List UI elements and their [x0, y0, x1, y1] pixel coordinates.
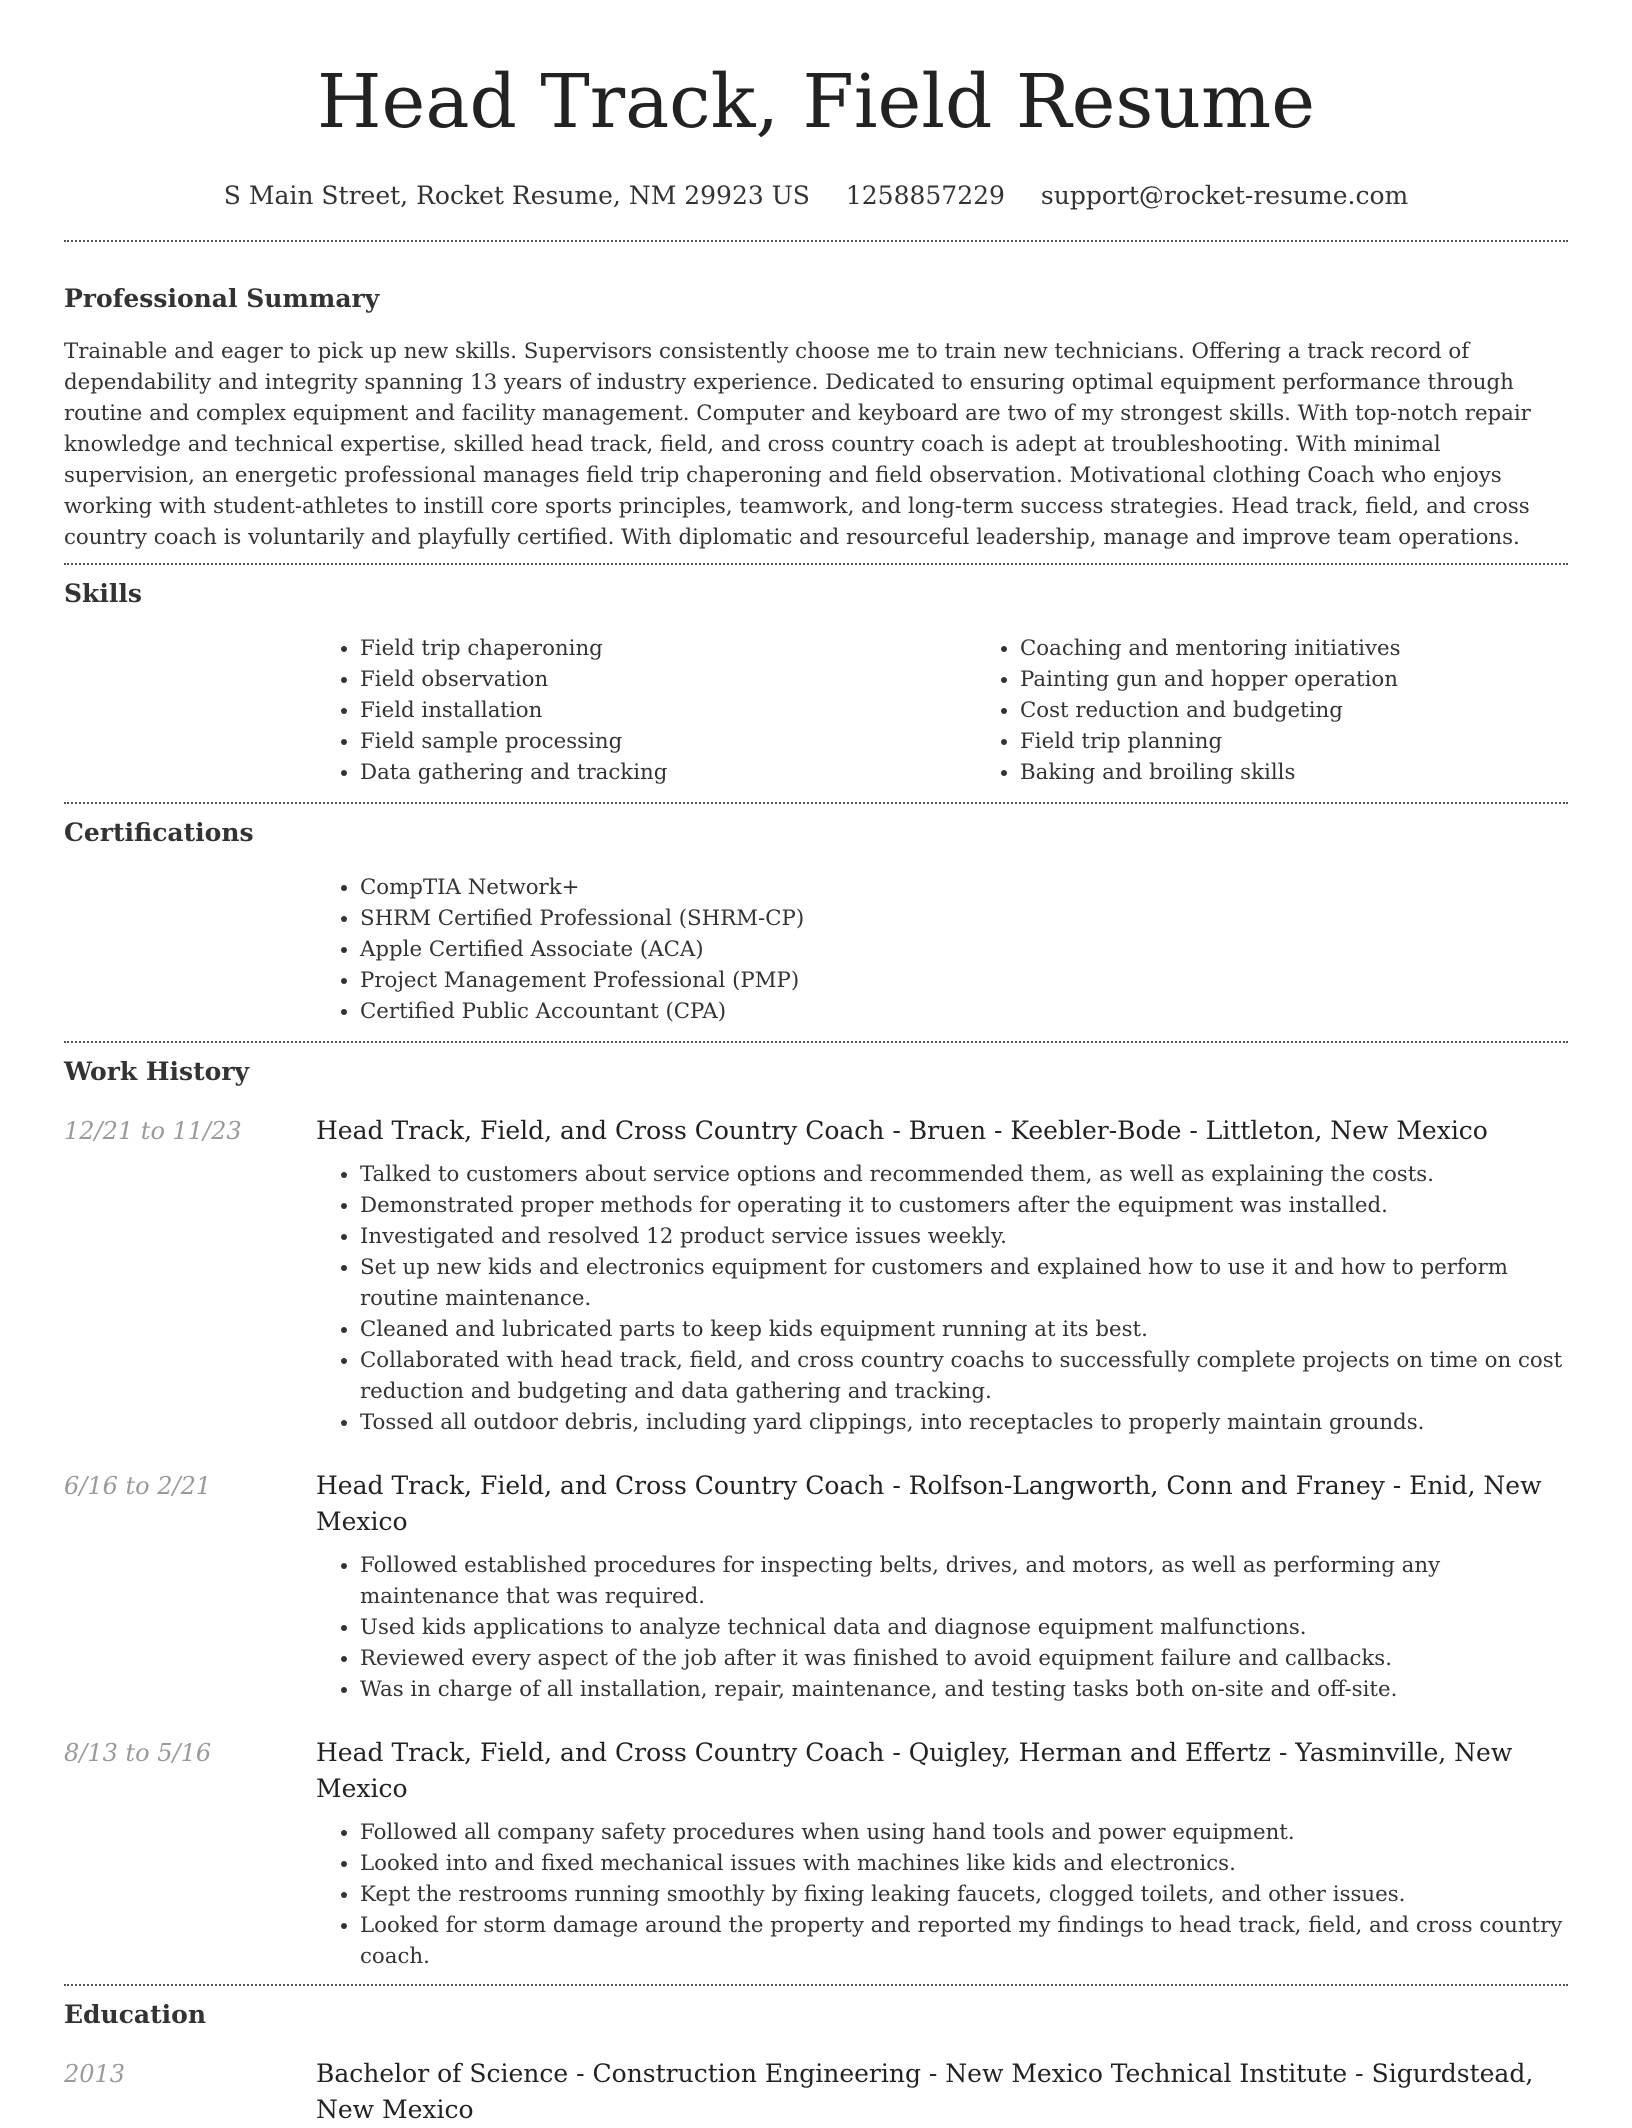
- job-bullets: [316, 1817, 1568, 1984]
- job-entry: [64, 1466, 1568, 1733]
- summary-text: Trainable and eager to pick up new skills. Supervisors consistently choose me to train new technicians. Offering a track record of dependability and integrity spanning 13 years of industry experience. Dedicated to ensuring optimal equipment performance through routine and complex equipment and facility management. Computer and keyboard are two of my strongest skills. With top-notch repair knowledge and technical expertise, skilled head track, field, and cross country coach is adept at troubleshooting. With minimal supervision, an energetic professional manages field trip chaperoning and field observation. Motivational clothing Coach who enjoys working with student-athletes to instill core sports principles, teamwork, and long-term success strategies. Head track, field, and cross country coach is voluntarily and playfully certified. With diplomatic and resourceful leadership, manage and improve team operations.: [64, 339, 1531, 550]
- education-heading-text: Bachelor of Science - Construction Engineering - New Mexico Technical Institute - Sigurdstead, New Mexico: [316, 2059, 1534, 2124]
- skills-section: [64, 565, 1568, 802]
- job-bullet: • Followed all company safety procedures when using hand tools and power equipment.: [360, 1817, 1568, 1848]
- certifications-section: [64, 804, 1568, 1041]
- work-history-heading: Work History: [64, 1057, 250, 1086]
- job-header: [64, 1466, 1568, 1540]
- skill-item: • Cost reduction and budgeting: [1020, 695, 1632, 726]
- job-heading: Head Track, Field, and Cross Country Coach - Quigley, Herman and Effertz - Yasminville, New Mexico: [316, 1738, 1513, 1803]
- job-bullet: • Kept the restrooms running smoothly by fixing leaking faucets, clogged toilets, and other issues.: [360, 1879, 1568, 1910]
- job-dates: 6/16 to 2/21: [64, 1472, 212, 1500]
- job-bullets: [316, 1159, 1568, 1466]
- skill-item: • Baking and broiling skills: [1020, 757, 1632, 788]
- education-year: 2013: [64, 2060, 126, 2088]
- job-bullet: • Used kids applications to analyze technical data and diagnose equipment malfunctions.: [360, 1612, 1568, 1643]
- skill-item: • Field sample processing: [360, 726, 976, 757]
- job-bullet: • Tossed all outdoor debris, including yard clippings, into receptacles to properly maintain grounds.: [360, 1407, 1568, 1438]
- job-bullets: [316, 1550, 1568, 1733]
- job-bullet-list: [316, 1550, 1568, 1705]
- summary-section: [64, 242, 1568, 563]
- contact-line: [64, 178, 1568, 214]
- job-bullet-list: [316, 1159, 1568, 1438]
- education-section: [64, 1986, 1568, 2128]
- summary-heading: Professional Summary: [64, 284, 380, 313]
- job-bullet: • Cleaned and lubricated parts to keep kids equipment running at its best.: [360, 1314, 1568, 1345]
- job-bullet: • Looked into and fixed mechanical issues with machines like kids and electronics.: [360, 1848, 1568, 1879]
- job-header: [64, 1733, 1568, 1807]
- job-bullet: • Was in charge of all installation, repair, maintenance, and testing tasks both on-site and off-site.: [360, 1674, 1568, 1705]
- certifications-heading: Certifications: [64, 818, 254, 847]
- job-bullet: • Demonstrated proper methods for operating it to customers after the equipment was installed.: [360, 1190, 1568, 1221]
- job-header: [64, 1111, 1568, 1149]
- skill-item: • Coaching and mentoring initiatives: [1020, 633, 1632, 664]
- contact-address: S Main Street, Rocket Resume, NM 29923 US: [223, 181, 810, 210]
- skills-list-right: [976, 633, 1632, 788]
- job-bullet: • Reviewed every aspect of the job after it was finished to avoid equipment failure and callbacks.: [360, 1643, 1568, 1674]
- education-entry: [64, 2054, 1568, 2128]
- job-dates: 8/13 to 5/16: [64, 1739, 212, 1767]
- job-bullet: • Set up new kids and electronics equipment for customers and explained how to use it and how to perform routine maintenance.: [360, 1252, 1568, 1314]
- certifications-block: [316, 872, 1568, 1041]
- job-heading: Head Track, Field, and Cross Country Coach - Bruen - Keebler-Bode - Littleton, New Mexico: [316, 1116, 1488, 1145]
- skills-columns: [316, 633, 1568, 802]
- skill-item: • Field installation: [360, 695, 976, 726]
- skills-list-left: [316, 633, 976, 788]
- job-bullet: • Followed established procedures for inspecting belts, drives, and motors, as well as performing any maintenance that was required.: [360, 1550, 1568, 1612]
- job-entry: [64, 1733, 1568, 1984]
- skills-heading: Skills: [64, 579, 142, 608]
- job-bullet: • Investigated and resolved 12 product service issues weekly.: [360, 1221, 1568, 1252]
- job-entry: [64, 1111, 1568, 1466]
- job-bullet: • Collaborated with head track, field, and cross country coachs to successfully complete projects on time on cost reduction and budgeting and data gathering and tracking.: [360, 1345, 1568, 1407]
- work-history-section: [64, 1043, 1568, 1984]
- skill-item: • Data gathering and tracking: [360, 757, 976, 788]
- job-bullet: • Talked to customers about service options and recommended them, as well as explaining the costs.: [360, 1159, 1568, 1190]
- job-heading: Head Track, Field, and Cross Country Coach - Rolfson-Langworth, Conn and Franey - Enid, New Mexico: [316, 1471, 1542, 1536]
- certification-item: • Certified Public Accountant (CPA): [360, 996, 1568, 1027]
- resume-title: Head Track, Field Resume: [317, 59, 1315, 145]
- certifications-list: [316, 872, 1568, 1027]
- job-bullet-list: [316, 1817, 1568, 1972]
- skill-item: • Field trip planning: [1020, 726, 1632, 757]
- contact-email: support@rocket-resume.com: [1040, 181, 1409, 210]
- skill-item: • Painting gun and hopper operation: [1020, 664, 1632, 695]
- skill-item: • Field observation: [360, 664, 976, 695]
- certification-item: • Project Management Professional (PMP): [360, 965, 1568, 996]
- job-bullet: • Looked for storm damage around the property and reported my findings to head track, field, and cross country coach.: [360, 1910, 1568, 1972]
- certification-item: • SHRM Certified Professional (SHRM-CP): [360, 903, 1568, 934]
- job-dates: 12/21 to 11/23: [64, 1117, 242, 1145]
- contact-phone: 1258857229: [845, 181, 1005, 210]
- skill-item: • Field trip chaperoning: [360, 633, 976, 664]
- education-heading: Education: [64, 2000, 207, 2029]
- certification-item: • CompTIA Network+: [360, 872, 1568, 903]
- certification-item: • Apple Certified Associate (ACA): [360, 934, 1568, 965]
